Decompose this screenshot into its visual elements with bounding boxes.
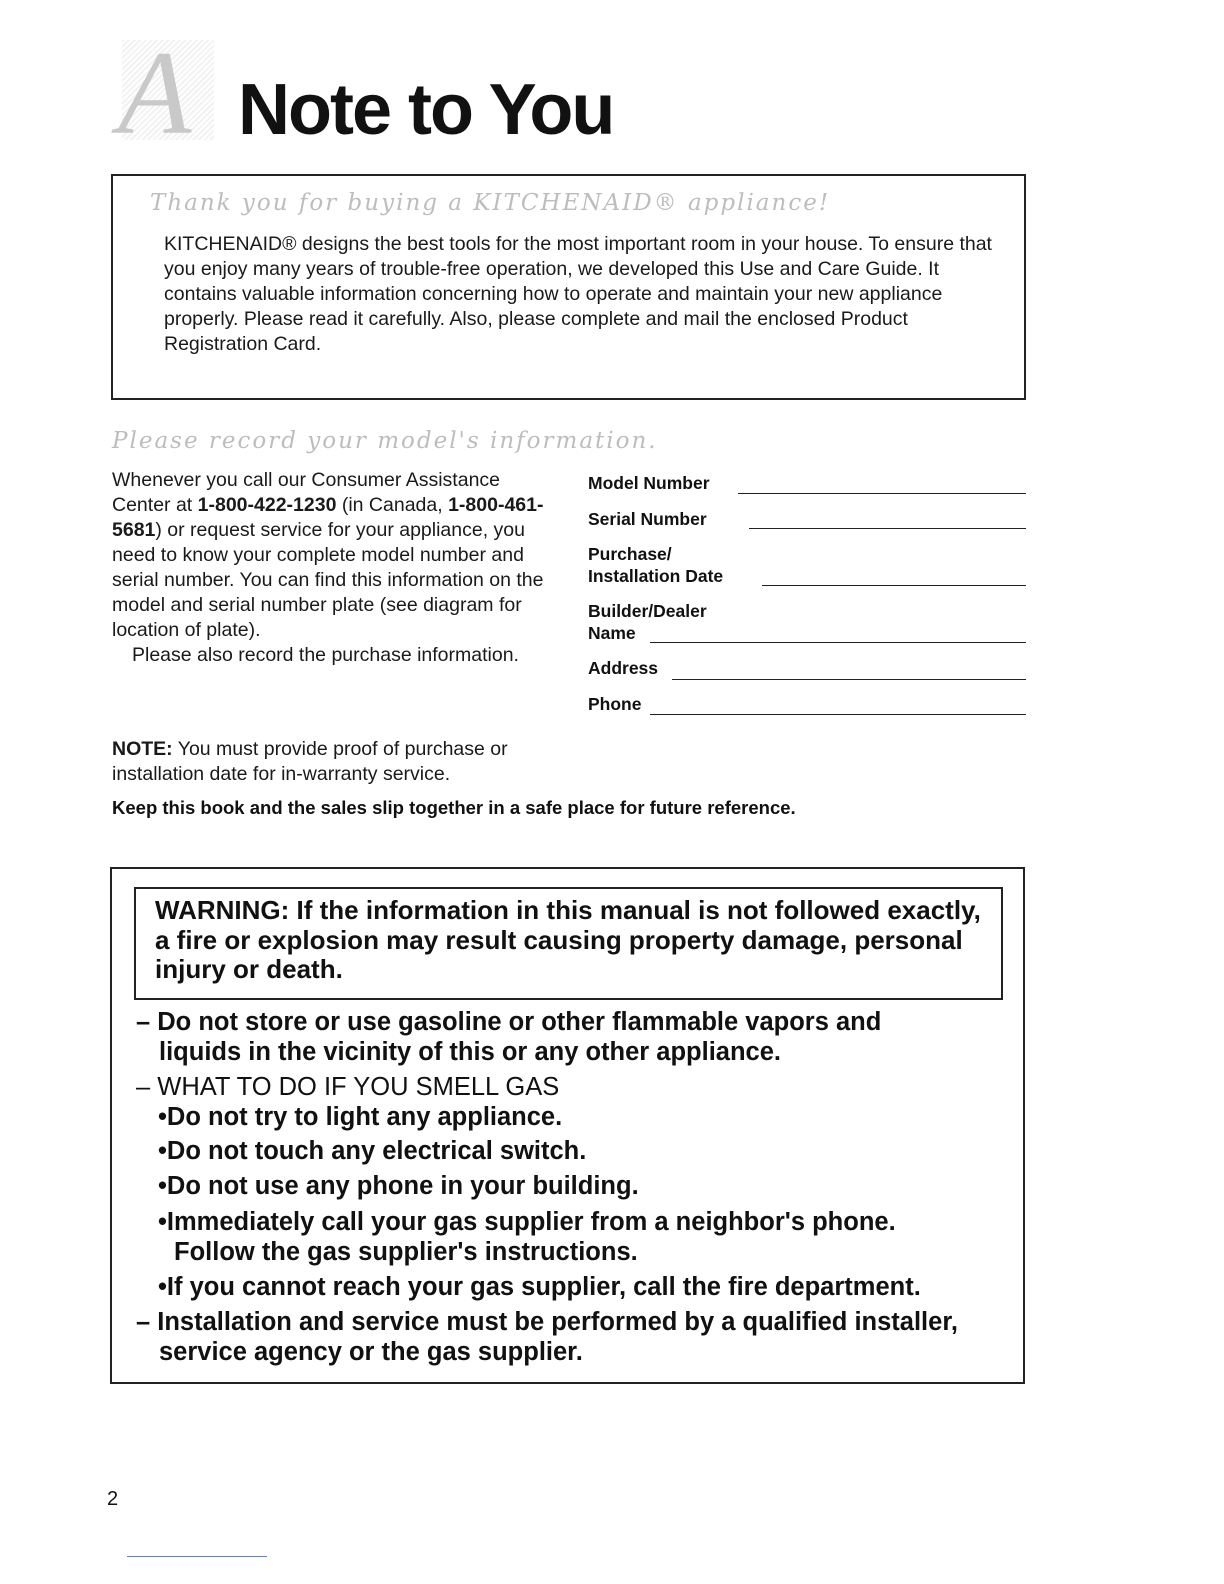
warning-item-flammables-line2: liquids in the vicinity of this or any other appliance. (159, 1038, 782, 1066)
warning-bullet-no-switch: •Do not touch any electrical switch. (158, 1137, 587, 1165)
keep-book-notice: Keep this book and the sales slip together in a safe place for future reference. (112, 797, 796, 818)
record-paragraph (112, 468, 552, 643)
record-text-a: Whenever you call our Consumer Assistance Center at (112, 469, 501, 516)
warning-bullet-no-phone: •Do not use any phone in your building. (158, 1172, 639, 1200)
record-purchase-paragraph: Please also record the purchase information. (132, 644, 519, 666)
consumer-phone-us: 1-800-422-1230 (197, 494, 337, 516)
warning-item-installation-line1: – Installation and service must be performed by a qualified installer, (136, 1308, 958, 1336)
title-drop-cap: A (118, 26, 188, 159)
purchase-date-label-line1: Purchase/ (588, 544, 672, 564)
address-field[interactable] (672, 679, 1026, 680)
thank-you-heading: Thank you for buying a KITCHENAID® appliance! (150, 190, 831, 216)
record-info-heading: Please record your model's information. (112, 428, 658, 454)
warning-item-smell-gas: – WHAT TO DO IF YOU SMELL GAS (136, 1073, 560, 1101)
page-title: Note to You (238, 70, 614, 150)
warning-bullet-fire-department: •If you cannot reach your gas supplier, call the fire department. (158, 1273, 921, 1301)
purchase-date-field[interactable] (762, 585, 1026, 586)
warning-bullet-no-light: •Do not try to light any appliance. (158, 1103, 563, 1131)
builder-dealer-label-line2: Name (588, 623, 636, 643)
warranty-note (112, 737, 552, 787)
phone-field[interactable] (650, 714, 1026, 715)
warning-bullet-call-supplier-line1: •Immediately call your gas supplier from a neighbor's phone. (158, 1208, 896, 1236)
consumer-phone-canada: 1-800-461-5681 (112, 494, 544, 541)
builder-dealer-label-line1: Builder/Dealer (588, 601, 707, 621)
note-text: You must provide proof of purchase or installation date for in-warranty service. (112, 738, 508, 785)
serial-number-label: Serial Number (588, 509, 707, 529)
model-number-label: Model Number (588, 473, 710, 493)
serial-number-field[interactable] (749, 528, 1026, 529)
thank-you-body: KITCHENAID® designs the best tools for the most important room in your house. To ensure that you enjoy many years of trouble-free operation, we developed this Use and Care Guide. It contains valuable information concerning how to operate and maintain your new appliance properly. Please read it carefully. Also, please complete and mail the enclosed Product Registration Card. (164, 233, 992, 355)
warning-bullet-call-supplier-line2: Follow the gas supplier's instructions. (174, 1238, 638, 1266)
address-label: Address (588, 658, 659, 678)
bottom-rule (127, 1556, 267, 1557)
phone-label: Phone (588, 694, 642, 714)
model-number-field[interactable] (738, 493, 1026, 494)
record-text-b: (in Canada, (336, 494, 449, 516)
note-label: NOTE: (112, 738, 173, 760)
page-number: 2 (107, 1488, 119, 1510)
record-instructions (112, 468, 552, 668)
warning-item-installation-line2: service agency or the gas supplier. (159, 1338, 583, 1366)
purchase-date-label-line2: Installation Date (588, 566, 724, 586)
warning-item-flammables-line1: – Do not store or use gasoline or other flammable vapors and (136, 1008, 882, 1036)
builder-dealer-field[interactable] (650, 642, 1026, 643)
record-text-c: ) or request service for your appliance, you need to know your complete model number and serial number. You can find this information on the model and serial number plate (see diagram for location of plate). (112, 519, 544, 641)
warning-heading: WARNING: If the information in this manual is not followed exactly, a fire or explosion may result causing property damage, personal injury or death. (155, 895, 981, 984)
